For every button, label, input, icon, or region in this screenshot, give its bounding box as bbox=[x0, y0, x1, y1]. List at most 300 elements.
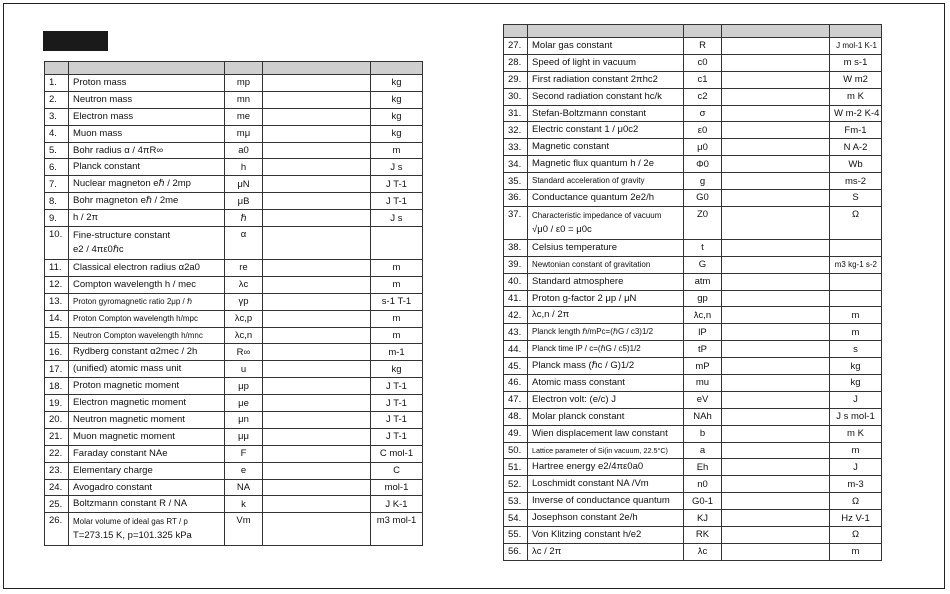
table-row bbox=[504, 105, 882, 122]
constant-name bbox=[528, 256, 684, 273]
constant-unit: m bbox=[830, 543, 882, 560]
table-row bbox=[504, 375, 882, 392]
row-number: 17. bbox=[45, 361, 69, 378]
constant-value-cell bbox=[722, 105, 830, 122]
constant-name bbox=[528, 156, 684, 173]
constant-value-cell bbox=[263, 276, 371, 293]
table-header-cell bbox=[684, 25, 722, 38]
constant-symbol: h bbox=[225, 159, 263, 176]
constant-symbol: Vm bbox=[225, 513, 263, 546]
constant-value-cell bbox=[722, 442, 830, 459]
table-header-cell bbox=[263, 62, 371, 75]
constant-unit: J bbox=[830, 391, 882, 408]
constant-unit: Ω bbox=[830, 527, 882, 544]
constant-name-text: Elementary charge bbox=[73, 464, 153, 476]
table-row bbox=[504, 358, 882, 375]
constant-value-cell bbox=[722, 239, 830, 256]
row-number: 6. bbox=[45, 159, 69, 176]
constant-value-cell bbox=[722, 273, 830, 290]
table-header-row bbox=[45, 62, 423, 75]
table-row bbox=[504, 459, 882, 476]
constant-symbol: λc,p bbox=[225, 310, 263, 327]
constant-symbol: ƛc,n bbox=[684, 307, 722, 324]
constant-name-text: Molar volume of ideal gas RT / p bbox=[73, 517, 188, 527]
constant-value-cell bbox=[722, 493, 830, 510]
constant-value-cell bbox=[722, 510, 830, 527]
constant-unit: J T-1 bbox=[371, 412, 423, 429]
constant-value-cell bbox=[263, 327, 371, 344]
constant-value-cell bbox=[263, 108, 371, 125]
constant-symbol: gp bbox=[684, 290, 722, 307]
table-row bbox=[504, 206, 882, 239]
row-number: 9. bbox=[45, 210, 69, 227]
table-row bbox=[45, 176, 423, 193]
constant-unit: J bbox=[830, 459, 882, 476]
constant-value-cell bbox=[263, 428, 371, 445]
constant-value-cell bbox=[722, 476, 830, 493]
constant-unit: C mol-1 bbox=[371, 445, 423, 462]
constant-symbol: KJ bbox=[684, 510, 722, 527]
constant-value-cell bbox=[722, 391, 830, 408]
table-row bbox=[45, 310, 423, 327]
row-number: 46. bbox=[504, 375, 528, 392]
constant-name-text: Muon mass bbox=[73, 127, 123, 139]
constant-name bbox=[528, 307, 684, 324]
constant-value-cell bbox=[263, 210, 371, 227]
constant-name bbox=[69, 310, 225, 327]
constant-name-text: Rydberg constant α2mec / 2h bbox=[73, 346, 198, 358]
table-row bbox=[45, 108, 423, 125]
constant-value-cell bbox=[263, 125, 371, 142]
constant-name-text: Wien displacement law constant bbox=[532, 427, 668, 439]
constant-symbol: λc,n bbox=[225, 327, 263, 344]
constant-name-text: Standard acceleration of gravity bbox=[532, 176, 645, 186]
constant-unit: m bbox=[371, 260, 423, 277]
constant-unit: Ω bbox=[830, 206, 882, 239]
constant-name-text: Planck constant bbox=[73, 161, 141, 173]
constant-value-cell bbox=[263, 260, 371, 277]
table-row bbox=[45, 227, 423, 260]
constant-name-subtext: e2 / 4πε0ℏc bbox=[73, 244, 124, 256]
constant-name-text: λc,n / 2π bbox=[532, 309, 570, 321]
constant-value-cell bbox=[263, 75, 371, 92]
constant-name bbox=[528, 425, 684, 442]
row-number: 30. bbox=[504, 88, 528, 105]
constant-value-cell bbox=[722, 527, 830, 544]
constant-symbol: μn bbox=[225, 412, 263, 429]
constant-value-cell bbox=[722, 122, 830, 139]
constant-value-cell bbox=[722, 290, 830, 307]
constant-unit: W m2 bbox=[830, 71, 882, 88]
constant-name-text: λc / 2π bbox=[532, 545, 562, 557]
constant-name bbox=[528, 122, 684, 139]
row-number: 40. bbox=[504, 273, 528, 290]
constant-unit: J T-1 bbox=[371, 378, 423, 395]
row-number: 7. bbox=[45, 176, 69, 193]
constant-name bbox=[69, 260, 225, 277]
table-row bbox=[45, 142, 423, 159]
table-header-cell bbox=[225, 62, 263, 75]
constant-name-text: Planck mass (ℏc / G)1/2 bbox=[532, 360, 635, 372]
constant-name-subtext: √μ0 / ε0 = μ0c bbox=[532, 223, 592, 235]
constant-value-cell bbox=[263, 142, 371, 159]
table-row bbox=[504, 324, 882, 341]
constant-name-text: Proton mass bbox=[73, 76, 127, 88]
constant-symbol: Φ0 bbox=[684, 156, 722, 173]
table-row bbox=[504, 442, 882, 459]
constant-name bbox=[528, 510, 684, 527]
constant-symbol: μB bbox=[225, 193, 263, 210]
constant-unit: kg bbox=[371, 91, 423, 108]
row-number: 3. bbox=[45, 108, 69, 125]
constant-value-cell bbox=[722, 54, 830, 71]
constant-symbol: g bbox=[684, 173, 722, 190]
constant-symbol: c2 bbox=[684, 88, 722, 105]
constant-unit: Ω bbox=[830, 493, 882, 510]
row-number: 29. bbox=[504, 71, 528, 88]
constant-name-text: Josephson constant 2e/h bbox=[532, 512, 638, 524]
constant-name bbox=[69, 378, 225, 395]
constant-name bbox=[528, 71, 684, 88]
table-row bbox=[45, 479, 423, 496]
constant-name-text: Molar planck constant bbox=[532, 410, 625, 422]
constant-unit: J mol-1 K-1 bbox=[830, 38, 882, 55]
row-number: 13. bbox=[45, 293, 69, 310]
row-number: 43. bbox=[504, 324, 528, 341]
constant-value-cell bbox=[263, 293, 371, 310]
constant-name-text: Atomic mass constant bbox=[532, 376, 625, 388]
table-header-cell bbox=[69, 62, 225, 75]
constant-unit: ms-2 bbox=[830, 173, 882, 190]
constant-unit: J T-1 bbox=[371, 176, 423, 193]
constant-name bbox=[528, 391, 684, 408]
constant-name bbox=[69, 344, 225, 361]
constant-name-text: Neutron magnetic moment bbox=[73, 413, 185, 425]
constant-value-cell bbox=[722, 307, 830, 324]
constant-symbol: a0 bbox=[225, 142, 263, 159]
constant-value-cell bbox=[722, 375, 830, 392]
table-header-row bbox=[504, 25, 882, 38]
constant-name bbox=[528, 341, 684, 358]
constant-name bbox=[69, 395, 225, 412]
row-number: 2. bbox=[45, 91, 69, 108]
table-row bbox=[504, 239, 882, 256]
constant-name-text: Neutron Compton wavelength h/mnc bbox=[73, 330, 203, 340]
table-row bbox=[45, 395, 423, 412]
constant-value-cell bbox=[722, 256, 830, 273]
constant-value-cell bbox=[263, 395, 371, 412]
row-number: 45. bbox=[504, 358, 528, 375]
constant-symbol: μe bbox=[225, 395, 263, 412]
constant-symbol: NA bbox=[225, 479, 263, 496]
constant-unit: m bbox=[371, 276, 423, 293]
constant-name-text: Inverse of conductance quantum bbox=[532, 495, 670, 507]
constant-unit: N A-2 bbox=[830, 139, 882, 156]
constant-unit: m K bbox=[830, 425, 882, 442]
constant-name bbox=[69, 176, 225, 193]
row-number: 56. bbox=[504, 543, 528, 560]
constant-value-cell bbox=[722, 425, 830, 442]
constant-name bbox=[528, 476, 684, 493]
table-row bbox=[504, 476, 882, 493]
constant-unit: J s bbox=[371, 210, 423, 227]
constant-unit: kg bbox=[371, 361, 423, 378]
constant-name bbox=[528, 105, 684, 122]
table-row bbox=[504, 510, 882, 527]
constant-name-text: Characteristic impedance of vacuum bbox=[532, 210, 662, 220]
constant-value-cell bbox=[263, 496, 371, 513]
row-number: 8. bbox=[45, 193, 69, 210]
row-number: 39. bbox=[504, 256, 528, 273]
row-number: 52. bbox=[504, 476, 528, 493]
constant-unit: kg bbox=[371, 125, 423, 142]
constant-symbol: λc bbox=[225, 276, 263, 293]
constant-name-text: Proton magnetic moment bbox=[73, 380, 180, 392]
constant-name-text: Fine-structure constant bbox=[73, 230, 171, 242]
table-row bbox=[504, 408, 882, 425]
table-row bbox=[504, 88, 882, 105]
table-header-cell bbox=[830, 25, 882, 38]
constant-name-text: Compton wavelength h / mec bbox=[73, 278, 197, 290]
row-number: 54. bbox=[504, 510, 528, 527]
row-number: 12. bbox=[45, 276, 69, 293]
constant-symbol: G bbox=[684, 256, 722, 273]
constant-value-cell bbox=[722, 543, 830, 560]
row-number: 19. bbox=[45, 395, 69, 412]
constant-symbol: c0 bbox=[684, 54, 722, 71]
row-number: 5. bbox=[45, 142, 69, 159]
constant-unit: W m-2 K-4 bbox=[830, 105, 882, 122]
constant-name bbox=[69, 428, 225, 445]
table-row bbox=[45, 159, 423, 176]
constant-name-text: Standard atmosphere bbox=[532, 275, 624, 287]
constant-value-cell bbox=[263, 310, 371, 327]
constant-name-text: Nuclear magneton eℏ / 2mp bbox=[73, 178, 191, 190]
constant-value-cell bbox=[722, 324, 830, 341]
constant-value-cell bbox=[722, 459, 830, 476]
constant-unit: m bbox=[371, 327, 423, 344]
row-number: 44. bbox=[504, 341, 528, 358]
constant-name bbox=[69, 142, 225, 159]
row-number: 49. bbox=[504, 425, 528, 442]
constant-name bbox=[69, 159, 225, 176]
constant-name bbox=[69, 462, 225, 479]
constant-value-cell bbox=[263, 361, 371, 378]
row-number: 14. bbox=[45, 310, 69, 327]
table-row bbox=[45, 361, 423, 378]
constant-unit: C bbox=[371, 462, 423, 479]
constants-table-right bbox=[503, 24, 882, 561]
constant-name-text: Classical electron radius α2a0 bbox=[73, 261, 200, 273]
table-row bbox=[504, 122, 882, 139]
constant-symbol: ƛc bbox=[684, 543, 722, 560]
constant-value-cell bbox=[722, 71, 830, 88]
constant-unit: J s bbox=[371, 159, 423, 176]
constant-value-cell bbox=[722, 38, 830, 55]
table-row bbox=[504, 156, 882, 173]
constant-name bbox=[69, 327, 225, 344]
constant-name bbox=[69, 412, 225, 429]
constant-unit: m3 mol-1 bbox=[371, 513, 423, 546]
constant-name bbox=[528, 324, 684, 341]
table-row bbox=[45, 193, 423, 210]
constant-name-text: h / 2π bbox=[73, 212, 99, 224]
constant-symbol: mu bbox=[684, 375, 722, 392]
constant-name-text: Proton gyromagnetic ratio 2μp / ℏ bbox=[73, 296, 193, 306]
constant-symbol: mp bbox=[225, 75, 263, 92]
constant-name-text: Planck time lP / c=(ℏG / c5)1/2 bbox=[532, 344, 641, 354]
row-number: 10. bbox=[45, 227, 69, 260]
constant-unit bbox=[371, 227, 423, 260]
constant-name-text: Proton g-factor 2 μp / μN bbox=[532, 292, 637, 304]
constant-value-cell bbox=[722, 206, 830, 239]
table-row bbox=[504, 425, 882, 442]
constant-name bbox=[69, 193, 225, 210]
constant-symbol: RK bbox=[684, 527, 722, 544]
constant-value-cell bbox=[722, 139, 830, 156]
constant-value-cell bbox=[722, 408, 830, 425]
constant-symbol: μp bbox=[225, 378, 263, 395]
constant-name-text: Speed of light in vacuum bbox=[532, 56, 637, 68]
row-number: 55. bbox=[504, 527, 528, 544]
constant-name bbox=[69, 496, 225, 513]
row-number: 11. bbox=[45, 260, 69, 277]
table-row bbox=[45, 75, 423, 92]
constant-symbol: n0 bbox=[684, 476, 722, 493]
constant-name bbox=[528, 459, 684, 476]
table-row bbox=[45, 412, 423, 429]
table-row bbox=[504, 71, 882, 88]
row-number: 16. bbox=[45, 344, 69, 361]
constant-name-text: Electric constant 1 / μ0c2 bbox=[532, 124, 639, 136]
constant-name-text: Conductance quantum 2e2/h bbox=[532, 191, 655, 203]
constant-symbol: u bbox=[225, 361, 263, 378]
constant-value-cell bbox=[263, 412, 371, 429]
constant-unit: Hz V-1 bbox=[830, 510, 882, 527]
constant-unit: kg bbox=[371, 75, 423, 92]
constant-unit: m bbox=[371, 142, 423, 159]
table-row bbox=[45, 327, 423, 344]
constant-value-cell bbox=[722, 190, 830, 207]
constant-unit: s bbox=[830, 341, 882, 358]
constant-name bbox=[528, 442, 684, 459]
constant-name bbox=[528, 527, 684, 544]
constant-name-text: Bohr magneton eℏ / 2me bbox=[73, 195, 179, 207]
table-row bbox=[504, 307, 882, 324]
constant-name bbox=[528, 88, 684, 105]
table-row bbox=[504, 391, 882, 408]
constant-name-text: Avogadro constant bbox=[73, 481, 153, 493]
constant-unit: J T-1 bbox=[371, 193, 423, 210]
constant-name bbox=[69, 91, 225, 108]
constant-symbol: NAh bbox=[684, 408, 722, 425]
constant-name bbox=[528, 290, 684, 307]
constant-unit: mol-1 bbox=[371, 479, 423, 496]
constant-name-text: Electron mass bbox=[73, 110, 134, 122]
constant-value-cell bbox=[263, 513, 371, 546]
constants-table-left bbox=[44, 61, 423, 546]
constant-name-text: Molar gas constant bbox=[532, 39, 613, 51]
constant-unit: m-1 bbox=[371, 344, 423, 361]
constant-symbol: G0-1 bbox=[684, 493, 722, 510]
table-row bbox=[504, 543, 882, 560]
constant-unit bbox=[830, 273, 882, 290]
row-number: 36. bbox=[504, 190, 528, 207]
constant-unit: S bbox=[830, 190, 882, 207]
constant-name bbox=[528, 375, 684, 392]
constant-unit: s-1 T-1 bbox=[371, 293, 423, 310]
constant-unit: kg bbox=[830, 358, 882, 375]
constant-name-text: Hartree energy e2/4πε0a0 bbox=[532, 461, 644, 473]
constant-symbol: F bbox=[225, 445, 263, 462]
constant-symbol: μN bbox=[225, 176, 263, 193]
constant-value-cell bbox=[263, 479, 371, 496]
table-row bbox=[504, 273, 882, 290]
constant-unit: m bbox=[830, 324, 882, 341]
table-row bbox=[45, 260, 423, 277]
table-row bbox=[504, 493, 882, 510]
constant-value-cell bbox=[722, 88, 830, 105]
constant-value-cell bbox=[263, 193, 371, 210]
row-number: 22. bbox=[45, 445, 69, 462]
constant-symbol: atm bbox=[684, 273, 722, 290]
table-row bbox=[45, 462, 423, 479]
row-number: 38. bbox=[504, 239, 528, 256]
constant-value-cell bbox=[263, 176, 371, 193]
constant-value-cell bbox=[722, 156, 830, 173]
constant-name-subtext: T=273.15 K, p=101.325 kPa bbox=[73, 530, 192, 542]
constant-symbol: b bbox=[684, 425, 722, 442]
constant-name-text: Lattice parameter of Si(in vacuum, 22.5°C) bbox=[532, 445, 668, 455]
row-number: 28. bbox=[504, 54, 528, 71]
table-row bbox=[504, 341, 882, 358]
constant-symbol: c1 bbox=[684, 71, 722, 88]
constant-name bbox=[69, 227, 225, 260]
constant-name-text: Second radiation constant hc/k bbox=[532, 90, 662, 102]
constant-name bbox=[69, 479, 225, 496]
table-header-cell bbox=[504, 25, 528, 38]
table-row bbox=[504, 256, 882, 273]
constant-name-text: Boltzmann constant R / NA bbox=[73, 498, 188, 510]
table-row bbox=[45, 91, 423, 108]
constant-name bbox=[528, 190, 684, 207]
constant-name-text: Electron volt: (e/c) J bbox=[532, 393, 616, 405]
constant-symbol: lP bbox=[684, 324, 722, 341]
constant-name-text: Loschmidt constant NA /Vm bbox=[532, 478, 649, 490]
table-row bbox=[45, 125, 423, 142]
constant-unit: J T-1 bbox=[371, 428, 423, 445]
row-number: 42. bbox=[504, 307, 528, 324]
constant-symbol: re bbox=[225, 260, 263, 277]
table-row bbox=[45, 445, 423, 462]
constant-unit: m bbox=[830, 307, 882, 324]
table-row bbox=[504, 54, 882, 71]
constant-symbol: mμ bbox=[225, 125, 263, 142]
constant-value-cell bbox=[263, 445, 371, 462]
constant-unit: kg bbox=[371, 108, 423, 125]
row-number: 35. bbox=[504, 173, 528, 190]
constant-value-cell bbox=[263, 91, 371, 108]
constant-name bbox=[528, 139, 684, 156]
table-row bbox=[504, 290, 882, 307]
constant-name bbox=[528, 273, 684, 290]
constant-name bbox=[528, 239, 684, 256]
constant-symbol: tP bbox=[684, 341, 722, 358]
constant-symbol: ℏ bbox=[225, 210, 263, 227]
table-row bbox=[504, 190, 882, 207]
constant-symbol: μ0 bbox=[684, 139, 722, 156]
constant-name-text: Magnetic constant bbox=[532, 141, 610, 153]
